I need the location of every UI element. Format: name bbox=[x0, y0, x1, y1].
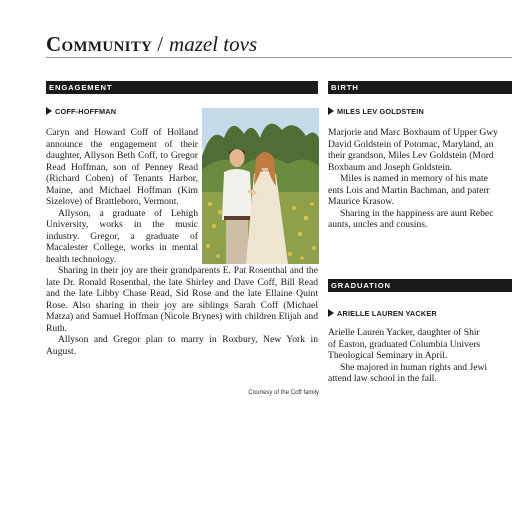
birth-line: Boxbaum and Joseph Goldstein. bbox=[328, 161, 453, 173]
triangle-bullet-icon bbox=[328, 309, 334, 317]
birth-line: ents Lois and Martin Bachman, and paterr bbox=[328, 184, 490, 196]
graduation-line: She majored in human rights and Jewi bbox=[340, 361, 488, 373]
birth-article bbox=[328, 127, 512, 231]
graduation-line: attend law school in the fall. bbox=[328, 373, 437, 384]
engagement-paragraph-2: Allyson, a graduate of Lehigh University, works in the music industry. Gregor, a graduate of Macalester College, works in mental health technology. bbox=[46, 207, 198, 265]
photo-credit: Courtesy of the Coff family bbox=[248, 390, 319, 396]
engagement-subhead-label: COFF-HOFFMAN bbox=[55, 107, 117, 116]
birth-subhead bbox=[328, 107, 424, 117]
graduation-line: of Easton, graduated Columbia Univers bbox=[328, 338, 481, 350]
header-rule bbox=[46, 57, 512, 58]
birth-line: Marjorie and Marc Boxbaum of Upper Gwy bbox=[328, 127, 498, 138]
birth-line: Miles is named in memory of his mate bbox=[340, 173, 488, 184]
engagement-paragraph-3: Sharing in their joy are their grandparents E. Pat Rosenthal and the late Dr. Ronald Rosenthal, the late Shirley and Dave Coff, Bill Read and the late Libby Chase Read, Sid Rose and the late Ellaine Quint Rose. Also sharing in their joy are siblings Sarah Coff (Michael Matza) and Samuel Hoffman (Nicole Brynes) with children Elijah and Ruth. bbox=[46, 265, 318, 334]
engagement-bar bbox=[46, 81, 318, 94]
graduation-subhead bbox=[328, 309, 437, 319]
birth-subhead-label: MILES LEV GOLDSTEIN bbox=[337, 107, 424, 116]
section-subtitle: mazel tovs bbox=[169, 32, 258, 56]
birth-line: Maurice Krasow. bbox=[328, 196, 394, 207]
page-header bbox=[46, 32, 512, 56]
graduation-line: Arielle Lauren Yacker, daughter of Shir bbox=[328, 327, 480, 338]
engagement-bar-label: ENGAGEMENT bbox=[49, 83, 113, 92]
birth-line: aunts, uncles and cousins. bbox=[328, 219, 428, 230]
section-title: Community bbox=[46, 32, 153, 56]
graduation-subhead-label: ARIELLE LAUREN YACKER bbox=[337, 309, 437, 318]
triangle-bullet-icon bbox=[328, 107, 334, 115]
engagement-article bbox=[46, 127, 318, 357]
graduation-line: Theological Seminary in April. bbox=[328, 350, 448, 361]
graduation-bar bbox=[328, 279, 512, 292]
birth-line: their grandson, Miles Lev Goldstein (Mord bbox=[328, 150, 494, 161]
engagement-paragraph-4: Allyson and Gregor plan to marry in Roxbury, New York in August. bbox=[46, 334, 318, 357]
header-separator: / bbox=[157, 32, 164, 56]
birth-bar bbox=[328, 81, 512, 94]
engagement-paragraph-1: Caryn and Howard Coff of Holland announce the engagement of their daughter, Allyson Beth Coff, to Gregor Read Hoffman, son of Penney Read (Richard Cohen) of Tenants Harbor, Maine, and Michael Hoffman (Kim Sizelove) of Brattleboro, Vermont. bbox=[46, 127, 198, 207]
graduation-article bbox=[328, 327, 512, 385]
birth-bar-label: BIRTH bbox=[331, 83, 359, 92]
birth-line: Sharing in the happiness are aunt Rebec bbox=[340, 207, 494, 219]
birth-line: David Goldstein of Potomac, Maryland, an bbox=[328, 138, 494, 150]
graduation-bar-label: GRADUATION bbox=[331, 281, 391, 290]
triangle-bullet-icon bbox=[46, 107, 52, 115]
engagement-subhead bbox=[46, 107, 116, 117]
